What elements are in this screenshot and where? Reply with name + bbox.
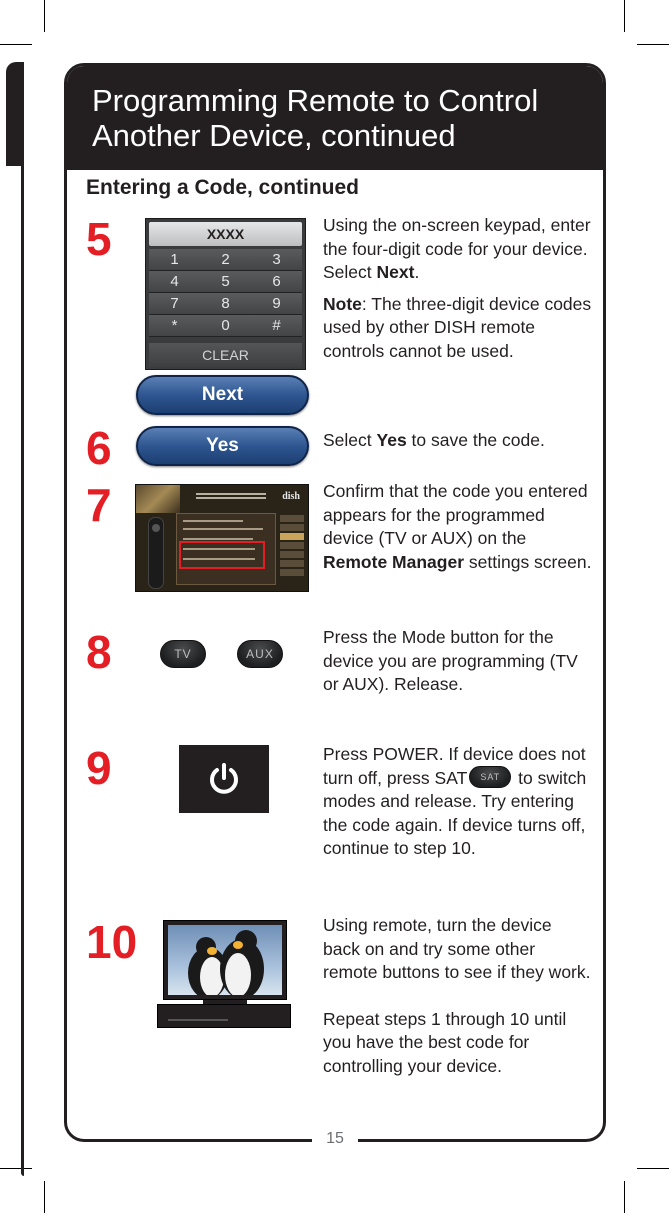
keypad-display: XXXX <box>149 222 302 246</box>
menu-item <box>280 569 304 576</box>
menu-item <box>280 524 304 531</box>
menu-item <box>280 551 304 558</box>
keypad-key[interactable]: 4 <box>149 271 200 293</box>
note-text: : The three-digit device codes used by other DISH remote controls cannot be used. <box>323 293 592 361</box>
crop-mark <box>44 0 45 32</box>
keypad-key[interactable]: 5 <box>200 271 251 293</box>
step-number: 8 <box>86 626 112 678</box>
crop-mark <box>0 1168 32 1169</box>
keypad-key[interactable]: * <box>149 315 200 337</box>
power-button[interactable] <box>179 745 269 813</box>
page-number-text: 15 <box>326 1130 344 1147</box>
crop-mark <box>0 44 32 45</box>
tv-screen <box>168 925 282 995</box>
remote-icon <box>148 517 164 589</box>
step-10-body: Using remote, turn the device back on and try some other remote buttons to see if they work. <box>323 915 591 982</box>
menu-item <box>280 515 304 522</box>
step-number: 6 <box>86 422 112 474</box>
page-header <box>67 66 603 170</box>
step-6-bold: Yes <box>376 430 407 450</box>
step-8-text <box>323 626 593 697</box>
note-label: Note <box>323 293 362 314</box>
step-7-bold: Remote Manager <box>323 551 465 572</box>
highlight-box <box>179 541 265 569</box>
artwork-thumbnail <box>136 485 180 513</box>
text-line <box>183 538 253 540</box>
chapter-tab <box>6 62 24 166</box>
title-line-2: Another Device, continued <box>92 118 456 153</box>
keypad-keys <box>149 249 302 337</box>
keypad-key[interactable]: 2 <box>200 249 251 271</box>
step-8-body: Press the Mode button for the device you are programming (TV or AUX). Release. <box>323 627 578 694</box>
remote-manager-screenshot <box>135 484 309 592</box>
page-edge-line <box>21 166 24 1176</box>
next-button[interactable]: Next <box>136 375 309 415</box>
settings-menu <box>280 515 304 579</box>
menu-item <box>280 542 304 549</box>
step-5-bold: Next <box>376 262 415 282</box>
power-icon <box>207 762 241 796</box>
step-6-intro: Select <box>323 430 377 450</box>
keypad-key[interactable]: 8 <box>200 293 251 315</box>
text-line <box>183 528 263 530</box>
dish-logo: dish <box>282 491 300 502</box>
page-number <box>312 1126 358 1152</box>
step-9-text <box>323 743 593 861</box>
step-6-text <box>323 429 593 453</box>
step-5-end: . <box>414 262 420 282</box>
keypad-key[interactable]: # <box>251 315 302 337</box>
receiver-box <box>157 1004 291 1028</box>
yes-button[interactable]: Yes <box>136 426 309 466</box>
step-7-intro: Confirm that the code you entered appears for the programmed device (TV or AUX) on the <box>323 481 588 548</box>
menu-item <box>280 560 304 567</box>
sat-button[interactable]: SAT <box>469 766 511 788</box>
keypad-key[interactable]: 7 <box>149 293 200 315</box>
step-number: 10 <box>86 916 138 968</box>
keypad-key[interactable]: 0 <box>200 315 251 337</box>
keypad-key[interactable]: 3 <box>251 249 302 271</box>
step-5-intro: Using the on-screen keypad, enter the four-digit code for your device. Select <box>323 215 591 282</box>
step-6-end: to save the code. <box>406 430 545 450</box>
step-10-text <box>323 914 593 1078</box>
header-text-lines <box>196 493 266 495</box>
keypad-clear-button[interactable]: CLEAR <box>149 343 302 367</box>
crop-mark <box>624 1181 625 1213</box>
section-title: Entering a Code, continued <box>86 176 360 199</box>
page-title <box>92 83 538 153</box>
step-number: 7 <box>86 479 112 531</box>
crop-mark <box>624 0 625 32</box>
crop-mark <box>637 44 669 45</box>
step-7-end: settings screen. <box>464 551 592 572</box>
keypad-key[interactable]: 6 <box>251 271 302 293</box>
step-number: 9 <box>86 742 112 794</box>
step-9-end: to switch modes and release. Try entering the code again. If device turns off, continue to step 10. <box>323 767 587 858</box>
text-line <box>183 520 243 522</box>
step-number: 5 <box>86 213 112 265</box>
step-7-text <box>323 480 593 574</box>
onscreen-keypad[interactable] <box>145 218 306 370</box>
keypad-key[interactable]: 9 <box>251 293 302 315</box>
crop-mark <box>44 1181 45 1213</box>
step-10-body-2: Repeat steps 1 through 10 until you have the best code for controlling your device. <box>323 1008 567 1076</box>
tv-mode-button[interactable]: TV <box>160 640 206 668</box>
crop-mark <box>637 1168 669 1169</box>
menu-item <box>280 533 304 540</box>
penguins-image <box>168 925 282 995</box>
television-illustration <box>163 920 287 1000</box>
step-5-text <box>323 214 593 363</box>
keypad-key[interactable]: 1 <box>149 249 200 271</box>
title-line-1: Programming Remote to Control <box>92 83 539 118</box>
aux-mode-button[interactable]: AUX <box>237 640 283 668</box>
step-9-intro: Press POWER. If device does not turn off, press SAT <box>323 744 586 788</box>
